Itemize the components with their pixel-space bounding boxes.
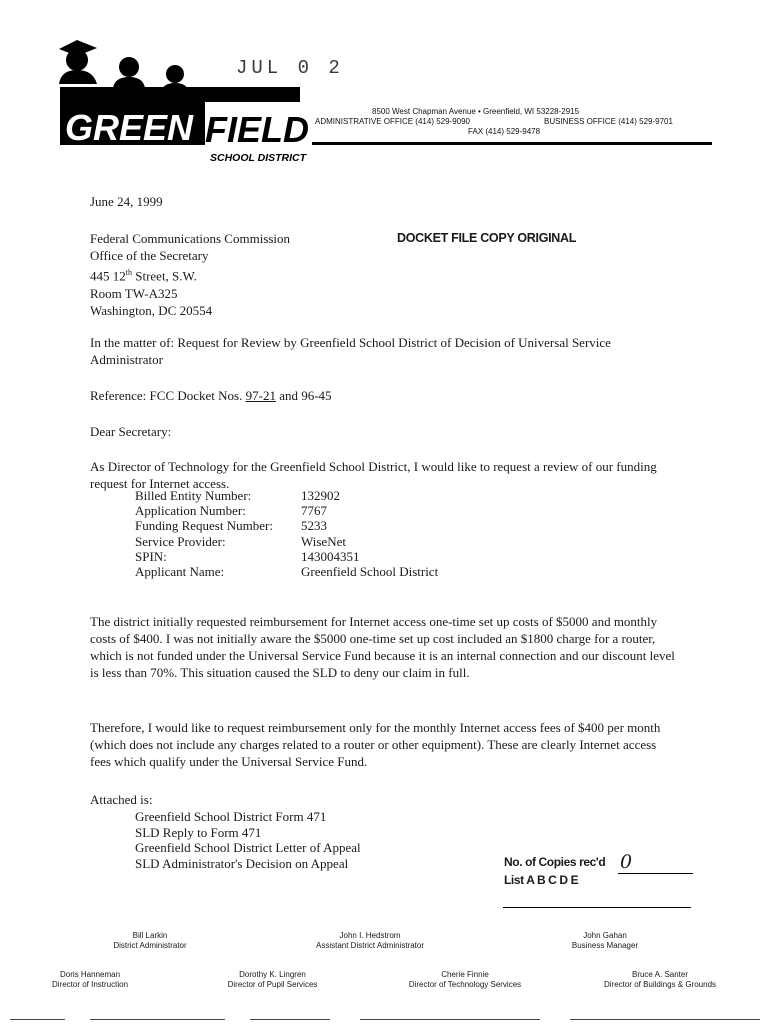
- attachment-item: Greenfield School District Form 471: [135, 809, 327, 824]
- detail-label: Funding Request Number:: [135, 518, 273, 534]
- reference-suffix: and 96-45: [275, 388, 332, 403]
- footer-rule: [250, 1019, 330, 1020]
- footer-person-name: John I. Hedstrom: [339, 931, 401, 940]
- recipient-line-5: Washington, DC 20554: [90, 303, 213, 319]
- letterhead-rule: [312, 142, 712, 145]
- reference-docket-underlined: 97-21: [245, 388, 276, 403]
- intro-paragraph: As Director of Technology for the Greenfield School District, I would like to request a review of our funding request for Internet access.: [90, 459, 657, 491]
- attachment-item: Greenfield School District Letter of Appeal: [135, 840, 361, 855]
- received-stamp: JUL 0 2: [236, 57, 344, 79]
- footer-person: [540, 931, 670, 951]
- detail-value: Greenfield School District: [301, 564, 439, 580]
- footer-rule: [570, 1019, 760, 1020]
- paragraph-request: Therefore, I would like to request reimbursement only for the monthly Internet access fees of $400 per month (which does not include any charges related to a router or other equipment). These are clearly Internet access fees which qualify under the Universal Service Fund.: [90, 720, 661, 769]
- reference-line: [90, 387, 332, 404]
- stamp-bottom-rule: [503, 907, 691, 908]
- detail-row: [135, 518, 438, 533]
- attachment-item: SLD Administrator's Decision on Appeal: [135, 855, 349, 871]
- paragraph-reimbursement-history: The district initially requested reimbursement for Internet access one-time set up costs of $5000 and monthly costs of $400. I was not initially aware the $5000 one-time set up cost included an $1800 charge for a router, which is not funded under the Universal Service Fund because it is an internal connection and our discount level is less than 70%. This situation caused the SLD to deny our claim in full.: [90, 614, 675, 680]
- footer-person-name: Dorothy K. Lingren: [239, 970, 306, 979]
- detail-row: [135, 564, 438, 579]
- footer-person: [290, 931, 450, 951]
- matter-line: In the matter of: Request for Review by Greenfield School District of Decision of Universal Service Administrator: [90, 335, 611, 367]
- footer-person: [205, 970, 340, 990]
- street-suffix: th: [125, 268, 132, 278]
- footer-rule: [90, 1019, 225, 1020]
- copies-count-rule: [618, 873, 693, 874]
- footer-person: [35, 970, 145, 990]
- footer-person-title: Business Manager: [571, 941, 639, 950]
- detail-row: [135, 488, 438, 503]
- footer-person: [390, 970, 540, 990]
- footer-person: [585, 970, 735, 990]
- admin-office: ADMINISTRATIVE OFFICE (414) 529-9090: [315, 117, 471, 126]
- logo-word-field: FIELD: [205, 109, 309, 150]
- footer-person-name: John Gahan: [583, 931, 627, 940]
- footer-person: [80, 931, 220, 951]
- detail-label: Application Number:: [135, 503, 246, 519]
- logo-subtitle: SCHOOL DISTRICT: [210, 152, 307, 164]
- request-details: [135, 488, 438, 579]
- footer-person-title: Director of Technology Services: [408, 980, 522, 989]
- detail-row: [135, 534, 438, 549]
- footer-person-name: Bill Larkin: [132, 931, 168, 940]
- fax: FAX (414) 529-9478: [468, 127, 541, 136]
- detail-label: Service Provider:: [135, 533, 226, 549]
- footer-person-title: Director of Buildings & Grounds: [603, 980, 717, 989]
- footer-person-title: Director of Pupil Services: [227, 980, 318, 989]
- footer-rule: [10, 1019, 65, 1020]
- detail-label: Applicant Name:: [135, 564, 225, 580]
- street-number: 445 12: [90, 268, 126, 284]
- detail-row: [135, 549, 438, 564]
- attachments-list: [135, 809, 361, 871]
- attached-label: Attached is:: [90, 792, 153, 807]
- detail-value: 5233: [301, 518, 327, 534]
- attachment-item: SLD Reply to Form 471: [135, 824, 262, 840]
- address-line: 8500 West Chapman Avenue • Greenfield, WI 53228-2915: [372, 107, 580, 116]
- footer-person-title: Director of Instruction: [51, 980, 129, 989]
- letter-date: June 24, 1999: [90, 194, 163, 209]
- detail-value: 132902: [301, 488, 340, 503]
- footer-person-title: Assistant District Administrator: [315, 941, 425, 950]
- business-office: BUSINESS OFFICE (414) 529-9701: [544, 117, 673, 126]
- detail-value: 143004351: [301, 548, 360, 564]
- copies-received-label: No. of Copies rec'd: [504, 855, 606, 869]
- reference-prefix: Reference: FCC Docket Nos.: [90, 388, 246, 403]
- docket-stamp: DOCKET FILE COPY ORIGINAL: [397, 231, 577, 245]
- recipient-address: [90, 230, 290, 319]
- detail-label: SPIN:: [135, 548, 167, 564]
- detail-value: WiseNet: [301, 533, 346, 549]
- detail-value: 7767: [301, 503, 327, 519]
- street-name: Street, S.W.: [131, 268, 197, 284]
- footer-person-name: Bruce A. Santer: [631, 970, 689, 979]
- greenfield-logo: [55, 32, 315, 167]
- recipient-line-3: [90, 264, 290, 285]
- footer-person-title: District Administrator: [113, 941, 187, 950]
- recipient-line-2: Office of the Secretary: [90, 248, 209, 264]
- logo-word-green: GREEN: [65, 107, 194, 148]
- detail-row: [135, 503, 438, 518]
- salutation: Dear Secretary:: [90, 424, 172, 439]
- detail-label: Billed Entity Number:: [135, 488, 252, 503]
- footer-person-name: Doris Hanneman: [59, 970, 121, 979]
- footer-rule: [360, 1019, 540, 1020]
- recipient-line-4: Room TW-A325: [90, 285, 178, 301]
- list-letters-label: List A B C D E: [504, 873, 579, 887]
- copies-handwritten-count: 0: [620, 851, 633, 873]
- recipient-line-1: Federal Communications Commission: [90, 231, 291, 246]
- footer-person-name: Cherie Finnie: [441, 970, 489, 979]
